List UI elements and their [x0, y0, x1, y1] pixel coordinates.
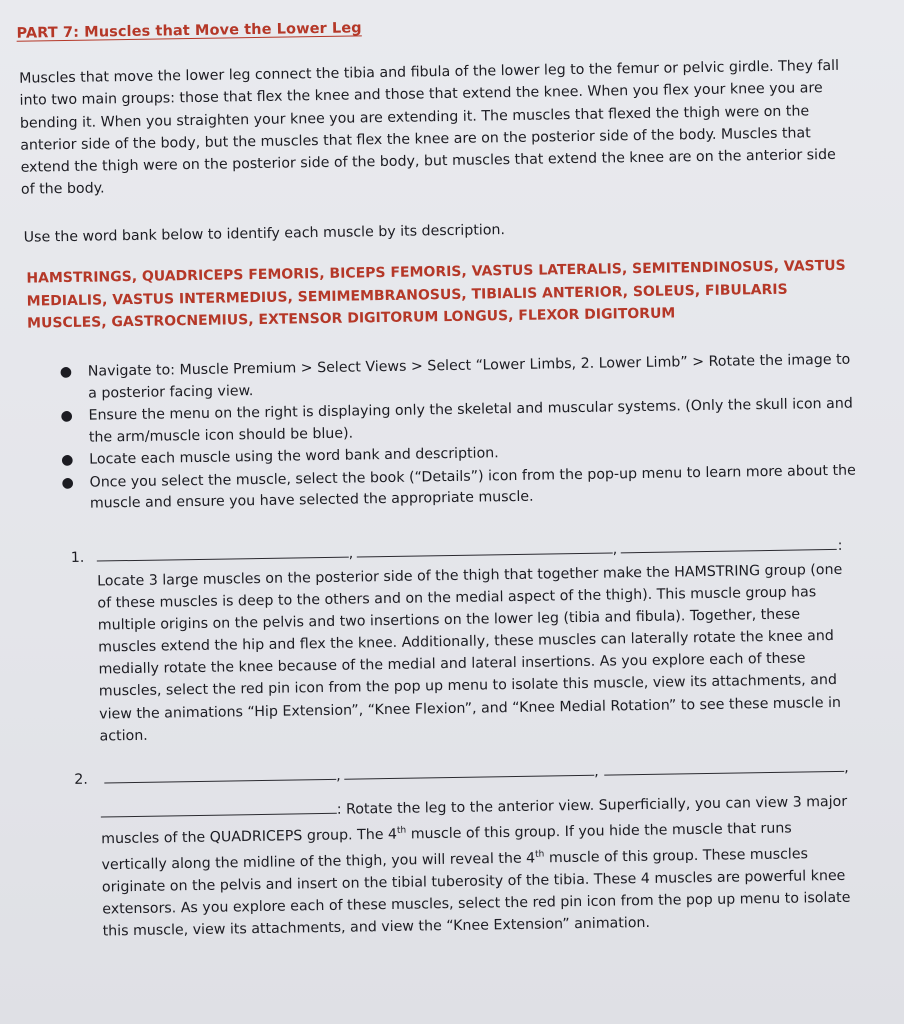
- bullet-icon: ●: [59, 363, 73, 381]
- answer-blank-1[interactable]: [97, 557, 349, 562]
- answer-blank-2[interactable]: [357, 552, 613, 557]
- answer-blank-3[interactable]: [604, 771, 844, 776]
- answer-blank-4[interactable]: [101, 799, 337, 818]
- bullet-icon: ●: [60, 407, 73, 425]
- answer-blank-2[interactable]: [344, 775, 594, 780]
- question-text: Locate 3 large muscles on the posterior side of the thigh that together make the HAMSTRING group (one of these muscles is deep to the others and on the medial aspect of the thigh). This muscle group has multiple origins on the pelvis and two insertions on the lower leg (tibia and fibula). Together, these muscles extend the hip and flex the knee. Additionally, these muscles can laterally rotate the knee and medially rotate the knee because of the medial and lateral insertions. As you explore each of these muscles, select the red pin icon from the pop up menu to isolate this muscle, view its attachments, and view the animations “Hip Extension”, “Knee Flexion”, and “Knee Medial Rotation” to see these muscle in action.: [97, 561, 843, 745]
- bullet-icon: ●: [61, 474, 74, 491]
- answer-blanks: [100, 757, 854, 789]
- section-title: PART 7: Muscles that Move the Lower Leg: [16, 20, 362, 42]
- blank-separator: ,: [612, 541, 618, 558]
- word-bank: HAMSTRINGS, QUADRICEPS FEMORIS, BICEPS FEMORIS, VASTUS LATERALIS, SEMITENDINOSUS, VASTUS MEDIALIS, VASTUS INTERMEDIUS, SEMIMEMBRANOSUS, TIBIALIS ANTERIOR, SOLEUS, FIBULARIS MUSCLES, GASTROCNEMIUS, EXTENSOR DIGITORUM LONGUS, FLEXOR DIGITORUM: [26, 257, 846, 332]
- list-item: ● Navigate to: Muscle Premium > Select Views > Select “Lower Limbs, 2. Lower Limb” > Rotate the image to a posterior facing view.: [59, 351, 851, 402]
- question-text: : Rotate the leg to the anterior view. Superficially, you can view 3 major muscles of the QUADRICEPS group. The 4th muscle of this group. If you hide the muscle that runs vertically along the midline of the thigh, you will reveal the 4th muscle of this group. These muscles originate on the pelvis and insert on the tibial tuberosity of the tibia. These 4 muscles are powerful knee extensors. As you explore each of these muscles, select the red pin icon from the pop up menu to isolate this muscle, view its attachments, and view the “Knee Extension” animation.: [101, 793, 851, 940]
- blank-separator: ,: [336, 767, 341, 784]
- answer-blank-3[interactable]: [621, 549, 837, 553]
- list-item: ● Ensure the menu on the right is displaying only the skeletal and muscular systems. (Only the skull icon and the arm/muscle icon should be blue).: [60, 395, 853, 446]
- question-number: 1.: [70, 549, 85, 566]
- question-number: 2.: [74, 771, 88, 788]
- question-2: [74, 757, 857, 943]
- blank-separator: ,: [844, 759, 849, 776]
- answer-blank-1[interactable]: [104, 779, 336, 784]
- blank-separator: ,: [348, 545, 354, 562]
- list-item: ● Locate each muscle using the word bank and description.: [61, 438, 861, 472]
- question-1: [71, 535, 854, 748]
- list-item: ● Once you select the muscle, select the book (“Details”) icon from the pop-up menu to learn more about the muscle and ensure you have selected the appropriate muscle.: [61, 462, 856, 512]
- instruction-text: Use the word bank below to identify each muscle by its description.: [23, 222, 506, 246]
- blank-separator: :: [837, 537, 843, 554]
- instruction-list: [60, 350, 862, 517]
- intro-paragraph: Muscles that move the lower leg connect the tibia and fibula of the lower leg to the femur or pelvic girdle. They fall into two main groups: those that flex the knee and those that extend the knee. When you flex your knee you are bending it. When you straighten your knee you are extending it. The muscles that flexed the thigh were on the anterior side of the body, but the muscles that flex the knee are on the posterior side of the body. Muscles that extend the thigh were on the posterior side of the body, but muscles that extend the knee are on the anterior side of the body.: [19, 57, 840, 199]
- bullet-icon: ●: [61, 451, 74, 469]
- blank-separator: ,: [594, 763, 599, 780]
